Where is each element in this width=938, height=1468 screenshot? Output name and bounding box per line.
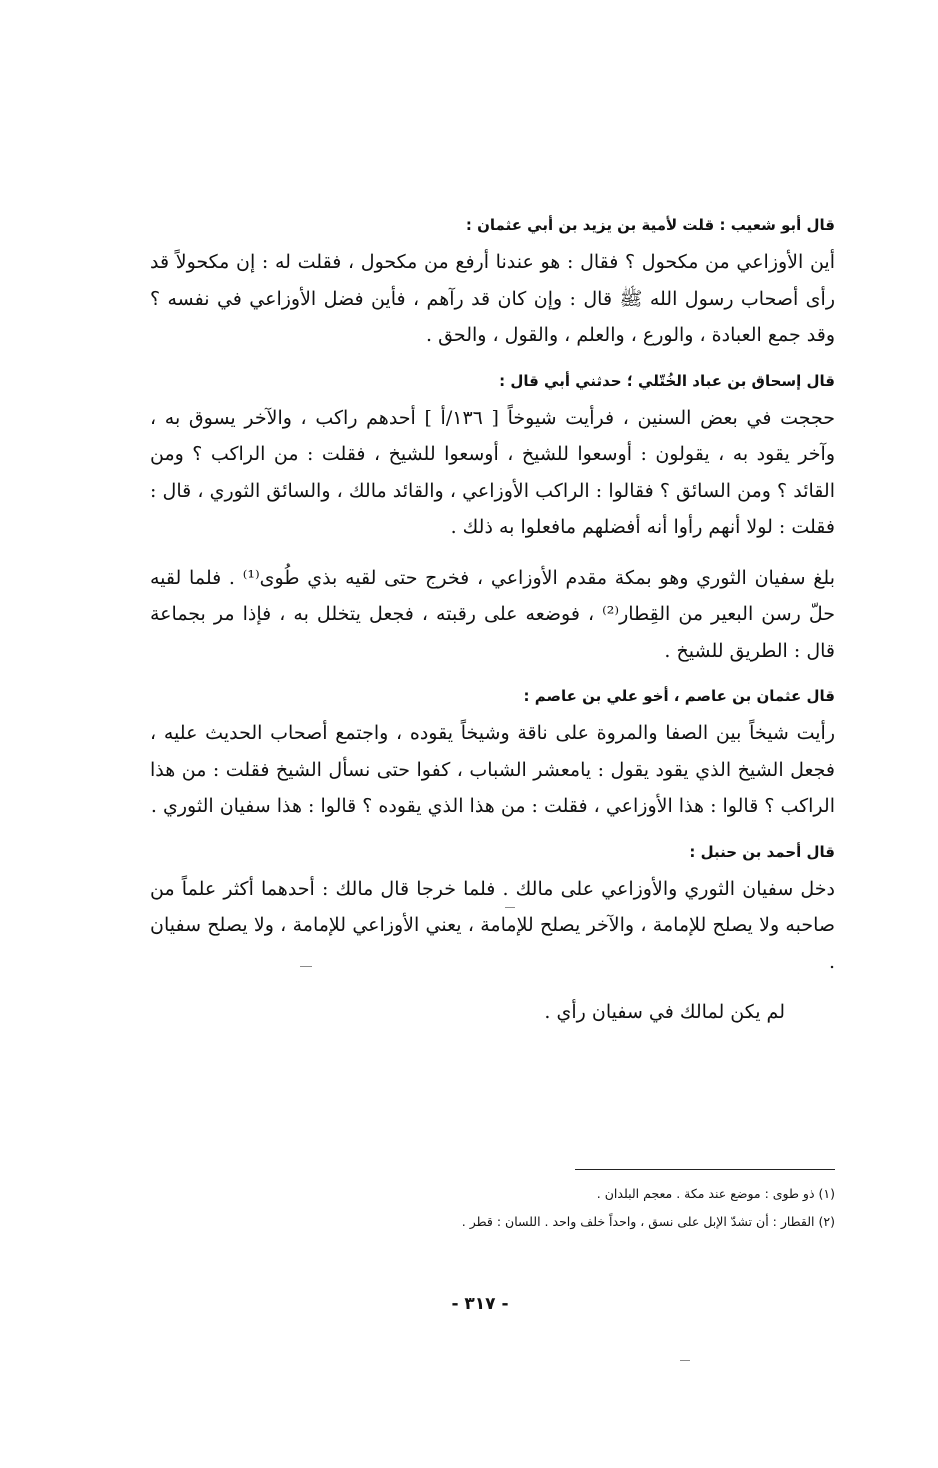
- scan-speck: [680, 1360, 690, 1361]
- section-2: [150, 368, 835, 546]
- section-heading: قال أبو شعيب : قلت لأمية بن يزيد بن أبي عثمان :: [465, 216, 835, 234]
- section-1: [150, 212, 835, 354]
- scan-speck: [505, 907, 515, 908]
- footnote-2: (٢) القطار : أن تشدّ الإبل على نسق ، واحداً خلف واحد . اللسان : قطر .: [461, 1214, 835, 1229]
- section-text: بلغ سفيان الثوري وهو بمكة مقدم الأوزاعي ، فخرج حتى لقيه بذي طُوى⁽¹⁾ . فلما لقيه حلّ رسن البعير من القِطار⁽²⁾ ، فوضعه على رقبته ، فجعل يتخلل به ، فإذا مر بجماعة قال : الطريق للشيخ .: [150, 566, 836, 662]
- section-text: رأيت شيخاً بين الصفا والمروة على ناقة وشيخاً يقوده ، واجتمع أصحاب الحديث عليه ، فجعل الشيخ الذي يقود يقول : يامعشر الشباب ، كفوا حتى نسأل الشيخ فقلت : من هذا الراكب ؟ قالوا : هذا الأوزاعي ، فقلت : من هذا الذي يقوده ؟ قالوا : هذا سفيان الثوري .: [150, 722, 835, 817]
- section-3: [150, 560, 835, 670]
- page-number: - ٣١٧ -: [451, 1294, 509, 1314]
- section-text: أين الأوزاعي من مكحول ؟ فقال : هو عندنا أرفع من مكحول ، فقلت له : إن مكحولاً قد رأى أصحاب رسول الله ﷺ قال : وإن كان قد رآهم ، فأين فضل الأوزاعي في نفسه ؟ وقد جمع العبادة ، والورع ، والعلم ، والقول ، والحق .: [150, 251, 835, 346]
- section-text: حججت في بعض السنين ، فرأيت شيوخاً [ ١٣٦/أ ] أحدهم راكب ، والآخر يسوق به ، وآخر يقود به ، يقولون : أوسعوا للشيخ ، أوسعوا للشيخ ، فقلت : من الراكب ؟ ومن القائد ؟ ومن السائق ؟ فقالوا : الراكب الأوزاعي ، والقائد مالك ، والسائق الثوري ، قال : فقلت : لولا أنهم رأوا أنه أفضلهم مافعلوا به ذلك .: [150, 406, 835, 538]
- footnote-divider: [575, 1169, 835, 1170]
- section-4: [150, 683, 835, 825]
- footnote-1: (١) ذو طوى : موضع عند مكة . معجم البلدان .: [596, 1186, 835, 1201]
- section-text: دخل سفيان الثوري والأوزاعي على مالك . فلما خرجا قال مالك : أحدهما أكثر علماً من صاحبه ولا يصلح للإمامة ، والآخر يصلح للإمامة ، يعني الأوزاعي للإمامة ، ولا يصلح سفيان .: [150, 877, 835, 973]
- section-heading: قال أحمد بن حنبل :: [689, 842, 835, 861]
- section-heading: قال عثمان بن عاصم ، أخو علي بن عاصم :: [523, 687, 835, 705]
- scan-speck: [300, 966, 312, 967]
- section-heading: قال إسحاق بن عباد الخُتّلي ؛ حدثني أبي قال :: [499, 371, 835, 390]
- closing-line: لم يكن لمالك في سفيان رأي .: [544, 1001, 785, 1023]
- section-5: [150, 839, 835, 981]
- footnotes: [150, 1180, 835, 1236]
- page-body: [150, 212, 835, 1030]
